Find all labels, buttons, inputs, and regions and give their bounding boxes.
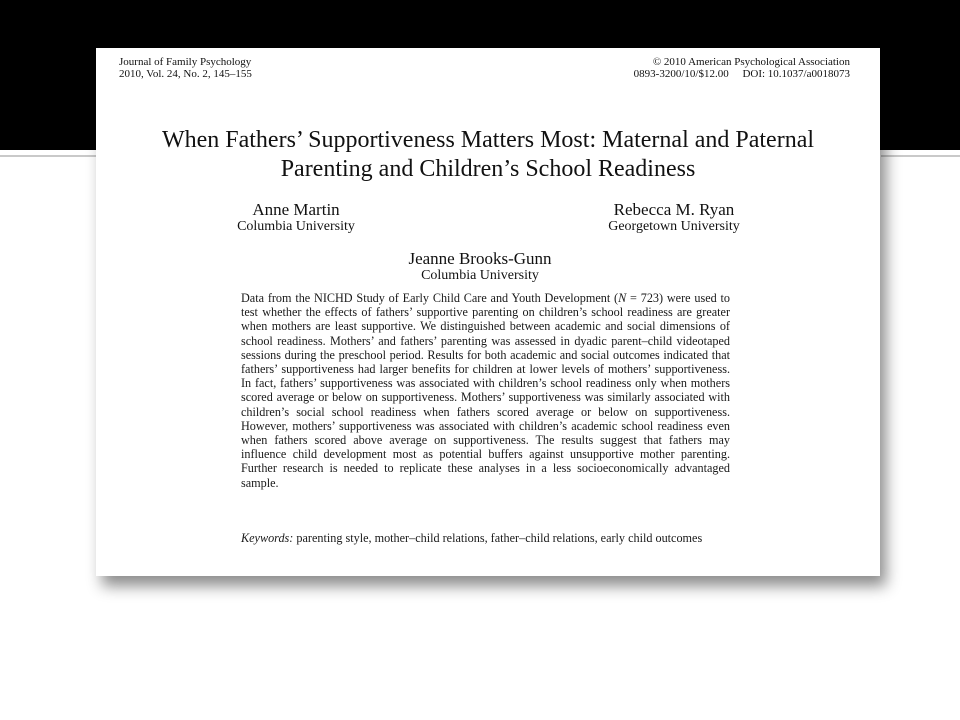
author-name: Rebecca M. Ryan	[613, 200, 735, 219]
author-affiliation: Columbia University	[237, 219, 355, 234]
author-affiliation: Georgetown University	[608, 219, 740, 234]
paper-title	[96, 126, 880, 184]
author-name: Anne Martin	[252, 200, 340, 219]
slide-rule-right	[881, 155, 960, 157]
author-block	[594, 201, 754, 235]
journal-copyright: © 2010 American Psychological Association	[652, 56, 850, 68]
slide-rule-left	[0, 155, 96, 157]
journal-header-left	[119, 56, 252, 80]
journal-ids: 0893-3200/10/$12.00 DOI: 10.1037/a0018073	[633, 68, 850, 80]
paper-title-line-2: Parenting and Children’s School Readiness	[280, 156, 696, 182]
journal-name: Journal of Family Psychology	[119, 56, 252, 68]
journal-citation: 2010, Vol. 24, No. 2, 145–155	[119, 68, 252, 80]
journal-header-right	[634, 56, 850, 80]
keywords-text: parenting style, mother–child relations, father–child relations, early child outcomes	[293, 531, 703, 545]
abstract-n-symbol: N	[618, 291, 627, 305]
keywords-label: Keywords:	[241, 531, 294, 545]
author-block	[216, 201, 376, 235]
author-name: Jeanne Brooks-Gunn	[408, 249, 552, 268]
abstract-text-part-1: Data from the NICHD Study of Early Child Care and Youth Development (	[241, 291, 619, 305]
author-affiliation: Columbia University	[421, 268, 539, 283]
author-block	[400, 250, 560, 284]
paper-title-line-1: When Fathers’ Supportiveness Matters Most: Maternal and Paternal	[161, 127, 815, 153]
abstract-text-part-2: = 723) were used to test whether the effects of fathers’ supportive parenting on children’s school readiness are greater when mothers are least supportive. We distinguished between academic and social dimensions of school readiness. Mothers’ and fathers’ parenting was assessed in dyadic parent–child videotaped sessions during the preschool period. Results for both academic and social outcomes indicated that fathers’ supportiveness had larger benefits for children at lower levels of mothers’ supportiveness. In fact, fathers’ supportiveness was associated with children’s school readiness only when mothers scored average or below on supportiveness. Mothers’ supportiveness was similarly associated with children’s social school readiness when fathers scored average or below on supportiveness. However, mothers’ supportiveness was associated with children’s academic school readiness even when fathers scored above average on supportiveness. The results suggest that fathers may influence child development most as potential buffers against unsupportive mother parenting. Further research is needed to replicate these analyses in a less socioeconomically advantaged sample.	[241, 291, 730, 490]
paper-page-image	[96, 48, 880, 576]
keywords	[241, 531, 730, 545]
abstract	[241, 291, 730, 490]
